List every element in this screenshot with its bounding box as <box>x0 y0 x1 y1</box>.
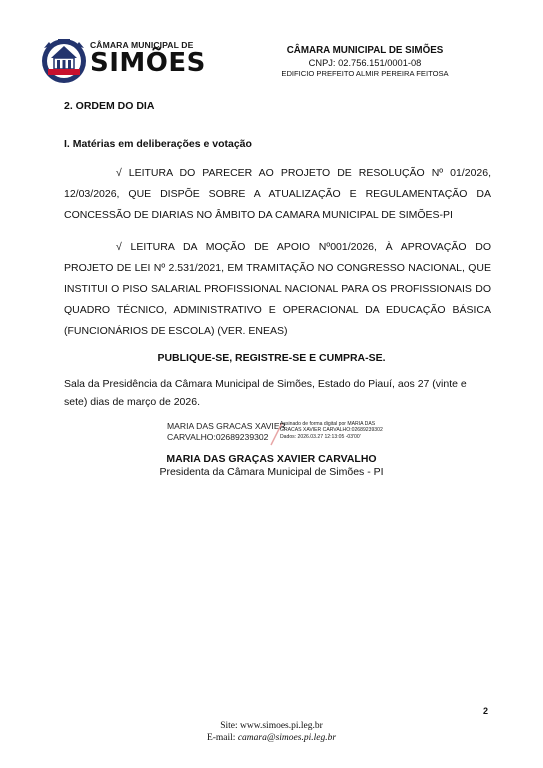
section-title: 2. ORDEM DO DIA <box>64 100 155 112</box>
agenda-item-2: √ LEITURA DA MOÇÃO DE APOIO Nº001/2026, À APROVAÇÃO DO PROJETO DE LEI Nº 2.531/2021, EM TRAMITAÇÃO NO CONGRESSO NACIONAL, QUE INSTITUI O PISO SALARIAL PROFISSIONAL NACIONAL PARA OS PROFISSIONAIS DO QUADRO TÉCNICO, ADMINISTRATIVO E OPERACIONAL DA EDUCAÇÃO BÁSICA (FUNCIONÁRIOS DE ESCOLA) (VER. ENEAS) <box>64 241 491 337</box>
letterhead-address: EDIFICIO PREFEITO ALMIR PEREIRA FEITOSA <box>281 69 449 78</box>
logo-small-text: CÂMARA MUNICIPAL DE <box>90 40 194 50</box>
letterhead-cnpj: CNPJ: 02.756.151/0001-08 <box>308 58 422 68</box>
logo-big-text: SIMÕES <box>90 48 206 78</box>
footer-email-label: E-mail: <box>206 733 238 743</box>
stamp-line: MARIA DAS GRACAS XAVIER <box>167 421 286 431</box>
signature-note-line: Assinado de forma digital por MARIA DAS <box>280 421 376 427</box>
signer-block <box>0 453 543 479</box>
signer-name: MARIA DAS GRAÇAS XAVIER CARVALHO <box>166 453 377 465</box>
footer-email-link[interactable]: camara@simoes.pi.leg.br <box>237 733 337 743</box>
letterhead-info <box>270 45 460 79</box>
footer-site-label: Site: <box>220 721 241 731</box>
footer-site-link[interactable]: www.simoes.pi.leg.br <box>240 721 323 731</box>
footer-email-line <box>0 732 543 744</box>
letterhead-title: CÂMARA MUNICIPAL DE SIMÕES <box>286 45 444 56</box>
signature-note-line: GRACAS XAVIER CARVALHO:02689239302 <box>280 427 383 434</box>
footer-site-line <box>0 720 543 732</box>
chamber-logo-wordmark <box>90 40 220 77</box>
agenda-item-1: √ LEITURA DO PARECER AO PROJETO DE RESOLUÇÃO Nº 01/2026, 12/03/2026, QUE DISPÕE SOBRE A ATUALIZAÇÃO E REGULAMENTAÇÃO DA CONCESSÃO DE DIARIAS NO ÂMBITO DA CAMARA MUNICIPAL DE SIMÕES-PI <box>64 167 491 221</box>
signature-note-line: Dados: 2026.03.27 12:13:05 -03'00' <box>280 433 361 440</box>
page-footer <box>0 720 543 744</box>
session-place-date: Sala da Presidência da Câmara Municipal de Simões, Estado do Piauí, aos 27 (vinte e sete) dias de março de 2026. <box>64 378 467 408</box>
publication-statement: PUBLIQUE-SE, REGISTRE-SE E CUMPRA-SE. <box>157 352 386 364</box>
stamp-line: CARVALHO:02689239302 <box>167 432 269 442</box>
digital-signature-note <box>280 421 383 440</box>
signer-role: Presidenta da Câmara Municipal de Simões - PI <box>159 466 384 478</box>
chamber-seal-icon <box>40 36 88 84</box>
subsection-title: I. Matérias em deliberações e votação <box>64 138 252 150</box>
page-number: 2 <box>483 706 489 716</box>
